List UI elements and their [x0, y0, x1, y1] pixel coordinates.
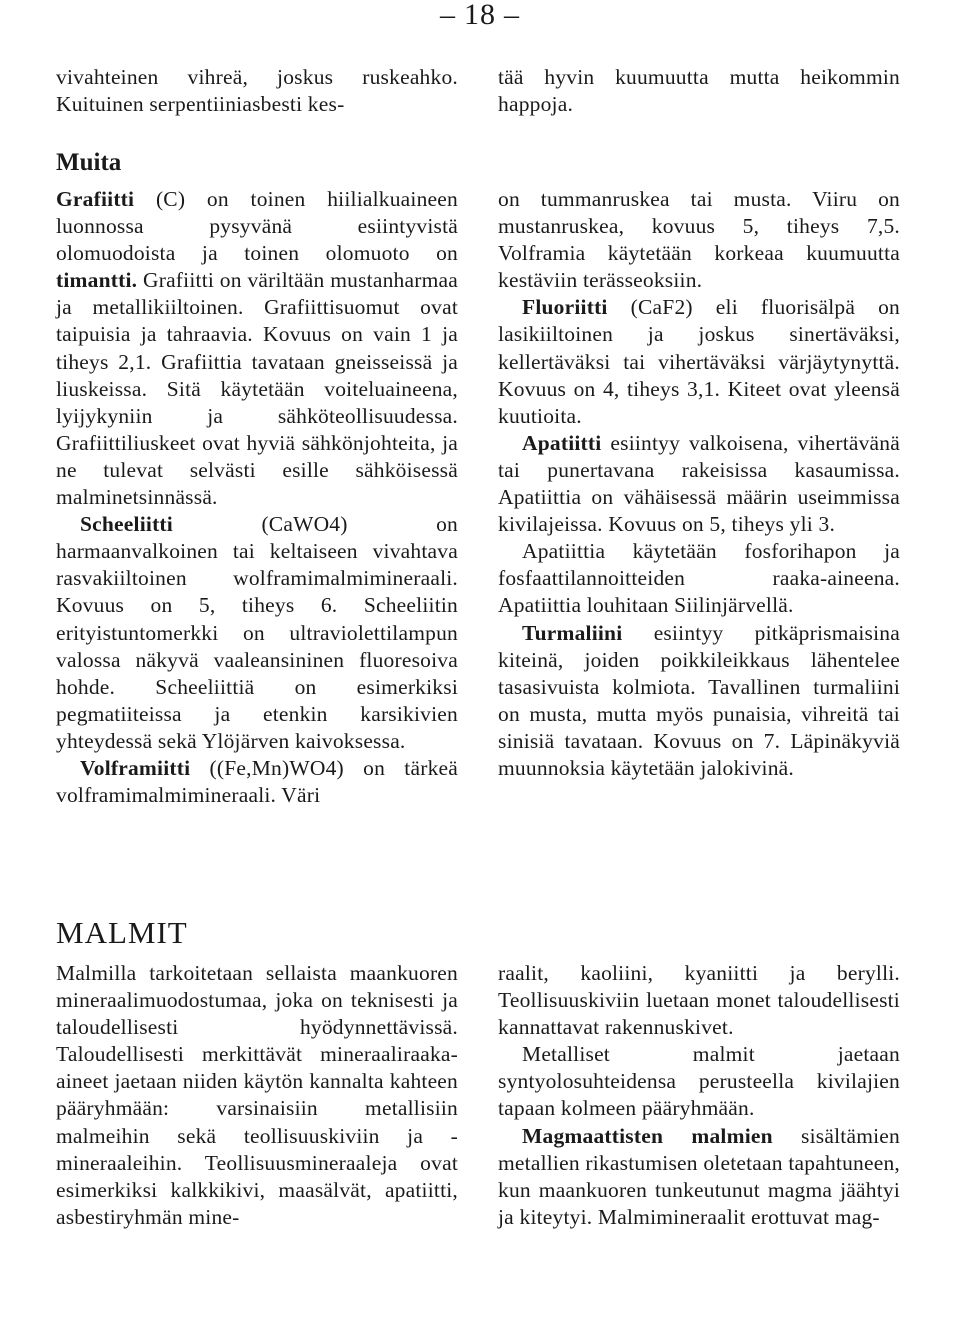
- text-volframiitti-cont: on tummanruskea tai musta. Viiru on mustanruskea, kovuus 5, tiheys 7,5. Volframia käytetään korkeaa kuumuutta kestäviin terässeoksiin.: [498, 187, 900, 293]
- paragraph-grafiitti: [56, 186, 458, 511]
- paragraph-apatiitti-use: [498, 538, 900, 619]
- text-metalliset: Metalliset malmit jaetaan syntyolosuhteidensa perusteella kivilajien tapaan kolmeen pääryhmään.: [498, 1042, 900, 1121]
- term-fluoriitti: Fluoriitti: [522, 295, 608, 320]
- term-magmaattisten-malmien: Magmaattisten malmien: [522, 1123, 773, 1148]
- text-apatiitti-use: Apatiittia käytetään fosforihapon ja fosfaattilannoitteiden raaka-aineena. Apatiittia louhitaan Siilinjärvellä.: [498, 539, 900, 618]
- section-heading-malmit: MALMIT: [56, 915, 188, 950]
- paragraph-scheeliitti: [56, 511, 458, 755]
- term-scheeliitti: Scheeliitti: [80, 512, 173, 537]
- paragraph-apatiitti: [498, 430, 900, 538]
- text-grafiitti-a: (C) on toinen hiilialkuaineen luonnossa pysyvänä esiintyvistä olomuodoista ja toinen olomuoto on: [56, 187, 458, 266]
- paragraph-volframiitti: [56, 755, 458, 809]
- text-apatiitti: esiintyy valkoisena, vihertävänä tai punertavana rakeisissa kasaumissa. Apatiittia on vähäisessä määrin useimmissa kivilajeissa. Kovuus on 5, tiheys yli 3.: [498, 430, 900, 537]
- text-turmaliini: esiintyy pitkäprismaisina kiteinä, joiden poikkileikkaus lähentelee tasasivuista kolmiota. Tavallinen turmaliini on musta, mutta myös punaisia, vihreitä tai sinisiä tavataan. Kovuus on 7. Läpinäkyviä muunnoksia käytetään jalokivinä.: [498, 620, 900, 780]
- top-right-text: tää hyvin kuumuutta mutta heikommin happoja.: [498, 65, 900, 117]
- text-scheeliitti: (CaWO4) on harmaanvalkoinen tai keltaiseen vivahtava rasvakiiltoinen wolframimalmimineraali. Kovuus on 5, tiheys 6. Scheeliitin erityistuntomerkki on ultraviolettilampun valossa näkyvä vaaleansininen fluoresoiva hohde. Scheeliittiä on esimerkiksi pegmatiiteissa ja etenkin karsikivien yhteydessä sekä Ylöjärven kaivoksessa.: [56, 512, 458, 753]
- page-number-value: 18: [464, 0, 496, 31]
- top-right-paragraph: [498, 64, 900, 118]
- malmit-left-column: [56, 960, 458, 1231]
- text-grafiitti-b: Grafiitti on väriltään mustanharmaa ja metallikiiltoinen. Grafiittisuomut ovat taipuisia ja tahraavia. Kovuus on vain 1 ja tiheys 2,1. Grafiittia tavataan gneisseissä ja liuskeissa. Sitä käytetään voiteluaineena, lyijykyniin ja sähköteollisuudessa. Grafiittiliuskeet ovat hyviä sähkönjohteita, ja ne tulevat selvästi esille sähköisessä malminetsinnässä.: [56, 268, 458, 510]
- text-magmaattiset: sisältämien metallien rikastumisen oletetaan tapahtuneen, kun maankuoren tunkeutunut magma jäähtyi ja kiteytyi. Malmimineraalit erottuvat mag-: [498, 1123, 900, 1229]
- malmit-right-column: [498, 960, 900, 1231]
- paragraph-magmaattiset: [498, 1123, 900, 1231]
- text-fluoriitti: (CaF2) eli fluorisälpä on lasikiiltoinen ja joskus sinertäväksi, kellertäväksi tai vihertäväksi värjäytynyttä. Kovuus on 4, tiheys 3,1. Kiteet ovat yleensä kuutioita.: [498, 295, 900, 428]
- muita-right-column: [498, 186, 900, 782]
- term-turmaliini: Turmaliini: [522, 620, 623, 645]
- paragraph-fluoriitti: [498, 294, 900, 429]
- paragraph-metalliset: [498, 1041, 900, 1122]
- term-volframiitti: Volframiitti: [80, 755, 191, 780]
- top-left-paragraph: [56, 64, 458, 118]
- paragraph-malmit-intro: Malmilla tarkoitetaan sellaista maankuoren mineraalimuodostumaa, joka on teknisesti ja taloudellisesti hyödynnettävissä. Taloudellisesti merkittävät mineraaliraaka-aineet jaetaan niiden käytön kannalta kahteen pääryhmään: varsinaisiin metallisiin malmeihin sekä teollisuuskiviin ja -mineraaleihin. Teollisuusmineraaleja ovat esimerkiksi kalkkikivi, maasälvät, apatiitti, asbestiryhmän mine-: [56, 961, 458, 1229]
- term-timantti: timantti.: [56, 268, 138, 293]
- paragraph-malmit-cont: [498, 960, 900, 1041]
- section-heading-muita: Muita: [56, 149, 122, 176]
- text-malmit-cont: raalit, kaoliini, kyaniitti ja berylli. Teollisuuskiviin luetaan monet taloudellisesti kannattavat rakennuskivet.: [498, 961, 900, 1040]
- text-volframiitti: ((Fe,Mn)WO4) on tärkeä volframimalmimineraali. Väri: [56, 755, 458, 808]
- term-apatiitti: Apatiitti: [522, 430, 602, 455]
- paragraph-volframiitti-cont: [498, 186, 900, 294]
- page-number: – 18 –: [440, 0, 520, 31]
- term-grafiitti: Grafiitti: [56, 187, 135, 211]
- paragraph-turmaliini: [498, 620, 900, 783]
- top-left-text: vivahteinen vihreä, joskus ruskeahko. Kuituinen serpentiiniasbesti kes-: [56, 65, 458, 117]
- muita-left-column: [56, 186, 458, 809]
